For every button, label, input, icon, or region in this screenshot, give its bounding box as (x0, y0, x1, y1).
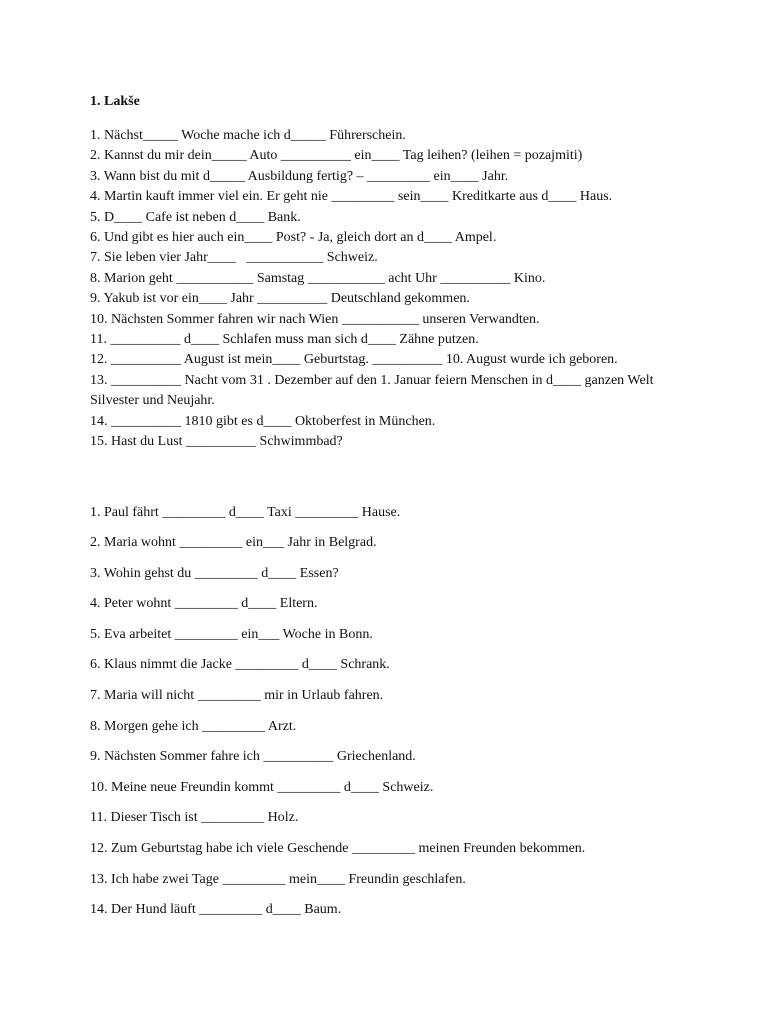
exercise-line: 1. Nächst_____ Woche mache ich d_____ Führerschein. (90, 128, 406, 143)
exercise-line: 8. Morgen gehe ich _________ Arzt. (90, 718, 297, 734)
exercise-line: 15. Hast du Lust __________ Schwimmbad? (90, 434, 343, 450)
exercise-line: 9. Nächsten Sommer fahre ich __________ Griechenland. (90, 749, 416, 765)
exercise-line: 6. Klaus nimmt die Jacke _________ d____ Schrank. (90, 657, 390, 673)
exercise-line: 7. Sie leben vier Jahr____ ___________ Schweiz. (90, 250, 378, 266)
exercise-line: 13. __________ Nacht vom 31 . Dezember auf den 1. Januar feiern Menschen in d____ ganzen Welt Silvester und Neujahr. (90, 372, 654, 409)
exercise-line: 13. Ich habe zwei Tage _________ mein____ Freundin geschlafen. (90, 871, 466, 887)
exercise-list-1 (90, 126, 680, 453)
exercise-line: 3. Wann bist du mit d_____ Ausbildung fertig? – _________ ein____ Jahr. (90, 168, 509, 184)
exercise-line: 12. __________ August ist mein____ Geburtstag. __________ 10. August wurde ich geboren. (90, 352, 618, 368)
exercise-line: 4. Martin kauft immer viel ein. Er geht nie _________ sein____ Kreditkarte aus d____ Haus. (90, 189, 613, 205)
exercise-line: 5. D____ Cafe ist neben d____ Bank. (90, 209, 301, 225)
exercise-line: 3. Wohin gehst du _________ d____ Essen? (90, 565, 339, 581)
section-title: 1. Lakše (90, 94, 140, 109)
exercise-list-2 (90, 503, 680, 921)
exercise-line: 8. Marion geht ___________ Samstag ___________ acht Uhr __________ Kino. (90, 270, 546, 286)
worksheet-content (90, 92, 680, 931)
exercise-line: 12. Zum Geburtstag habe ich viele Geschende _________ meinen Freunden bekommen. (90, 841, 586, 857)
exercise-line: 4. Peter wohnt _________ d____ Eltern. (90, 596, 318, 612)
exercise-line: 5. Eva arbeitet _________ ein___ Woche in Bonn. (90, 626, 373, 642)
exercise-line: 11. __________ d____ Schlafen muss man sich d____ Zähne putzen. (90, 332, 479, 348)
exercise-line: 11. Dieser Tisch ist _________ Holz. (90, 810, 299, 826)
exercise-line: 2. Maria wohnt _________ ein___ Jahr in Belgrad. (90, 535, 377, 551)
section-spacer (90, 453, 680, 503)
exercise-line: 10. Meine neue Freundin kommt _________ d____ Schweiz. (90, 779, 434, 795)
exercise-line: 7. Maria will nicht _________ mir in Urlaub fahren. (90, 688, 384, 704)
exercise-line: 9. Yakub ist vor ein____ Jahr __________ Deutschland gekommen. (90, 291, 470, 307)
exercise-line: 1. Paul fährt _________ d____ Taxi _________ Hause. (90, 504, 401, 520)
exercise-line: 6. Und gibt es hier auch ein____ Post? - Ja, gleich dort an d____ Ampel. (90, 230, 497, 246)
exercise-line: 2. Kannst du mir dein_____ Auto __________ ein____ Tag leihen? (leihen = pozajmiti) (90, 148, 583, 164)
exercise-line: 14. __________ 1810 gibt es d____ Oktoberfest in München. (90, 413, 436, 429)
exercise-line: 10. Nächsten Sommer fahren wir nach Wien ___________ unseren Verwandten. (90, 311, 540, 327)
exercise-line: 14. Der Hund läuft _________ d____ Baum. (90, 902, 342, 918)
